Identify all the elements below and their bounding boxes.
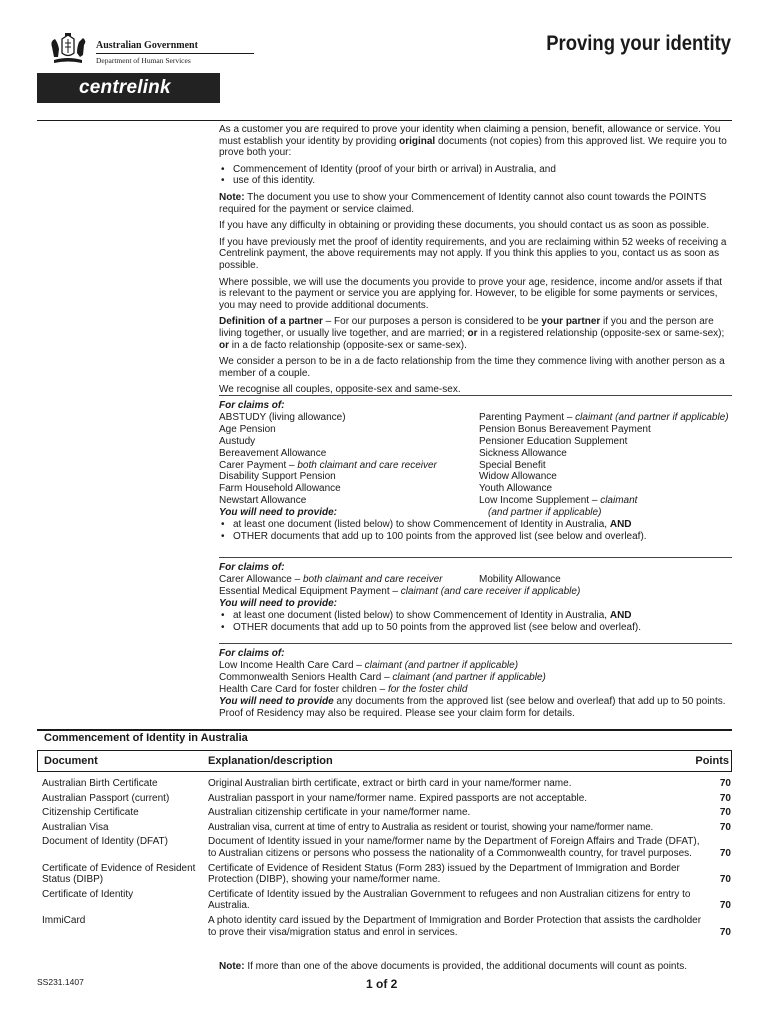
list-item: • use of this identity.: [219, 175, 732, 187]
department-name: Department of Human Services: [96, 56, 191, 65]
section-divider: [37, 729, 732, 731]
centrelink-brand: centrelink: [37, 73, 220, 103]
claims-heading: For claims of:: [219, 400, 285, 411]
defacto-paragraph: We consider a person to be in a de facto relationship from the time they commence living with another person as a member of a couple.: [219, 356, 725, 379]
provide-bullets: [219, 519, 732, 543]
claims-group-50-points: [219, 562, 732, 633]
list-item: • at least one document (listed below) to show Commencement of Identity in Australia, AND: [219, 610, 732, 622]
previous-paragraph: If you have previously met the proof of identity requirements, and you are reclaiming within 52 weeks of receiving a Centrelink payment, the above requirements may not apply. If you think this applies to you, contact us as soon as possible.: [219, 236, 727, 271]
table-row: Australian Passport (current) Australian passport in your name/former name. Expired passports are not acceptable. 70: [42, 792, 731, 804]
government-logo: [48, 33, 218, 69]
government-name: Australian Government: [96, 40, 198, 51]
provide-heading: You will need to provide:: [219, 597, 337, 609]
section-divider: [219, 643, 732, 644]
list-item: Carer Payment – both claimant and care receiver: [219, 459, 437, 471]
list-item: Austudy: [219, 435, 256, 447]
list-item: Sickness Allowance: [479, 447, 567, 459]
claims-heading: For claims of:: [219, 648, 285, 659]
section-divider: [219, 557, 732, 558]
list-item: Youth Allowance: [479, 483, 553, 495]
claims-heading: For claims of:: [219, 562, 285, 573]
provide-heading: You will need to provide:: [219, 507, 337, 519]
list-item: Parenting Payment – claimant (and partner if applicable): [479, 411, 729, 423]
provide-line: You will need to provide any documents from the approved list (see below and overleaf) that add up to 50 points.: [219, 695, 726, 707]
difficulty-paragraph: If you have any difficulty in obtaining or providing these documents, you should contact us as soon as possible.: [219, 220, 710, 232]
list-item: Essential Medical Equipment Payment – claimant (and care receiver if applicable): [219, 585, 581, 597]
list-item: Pension Bonus Bereavement Payment: [479, 423, 651, 435]
list-item: Disability Support Pension: [219, 471, 336, 483]
form-code: SS231.1407: [37, 977, 84, 987]
list-item: Farm Household Allowance: [219, 483, 341, 495]
list-item: • Commencement of Identity (proof of your birth or arrival) in Australia, and: [219, 164, 732, 176]
list-item: Low Income Supplement – claimant: [479, 495, 638, 507]
partner-definition: Definition of a partner – For our purposes a person is considered to be your partner if you and the person are living together, or usually live together, and are married; or in a registered relationship (opposite-sex or same-sex); or in a de facto relationship (opposite-sex or same-sex).: [219, 316, 725, 351]
logo-divider: [96, 53, 254, 54]
table-row: Australian Birth Certificate Original Australian birth certificate, extract or birth card in your name/former name. 70: [42, 778, 731, 789]
column-header-points: Points: [695, 755, 729, 767]
list-item: ABSTUDY (living allowance): [219, 411, 346, 423]
column-header-explanation: Explanation/description: [208, 755, 333, 767]
table-row: Document of Identity (DFAT) Document of Identity issued in your name/former name by the Department of Foreign Affairs and Trade (DFAT), to Australian citizens or persons who possess the nationality of a Commonwealth country, for travel purposes. 70: [42, 836, 731, 859]
table-row: ImmiCard A photo identity card issued by the Department of Immigration and Border Protection that assists the cardholder to prove their visa/migration status and enrol in services. 70: [42, 914, 731, 938]
list-item: Commonwealth Seniors Health Card – claimant (and partner if applicable): [219, 671, 546, 683]
list-item-continuation: (and partner if applicable): [488, 507, 602, 519]
table-header: [37, 750, 732, 772]
couples-paragraph: We recognise all couples, opposite-sex and same-sex.: [219, 384, 461, 396]
section-divider: [219, 395, 732, 396]
list-item: Pensioner Education Supplement: [479, 435, 628, 447]
claims-group-health-cards: [219, 648, 732, 719]
claims-group-100-points: [219, 400, 732, 543]
documents-paragraph: Where possible, we will use the documents you provide to prove your age, residence, income and/or assets if that is relevant to the payment or service you are applying for. However, to be eligible for some payments or services, you may need to provide additional documents.: [219, 276, 723, 311]
provide-bullets: [219, 610, 732, 634]
page-number: 1 of 2: [366, 977, 398, 991]
list-item: Newstart Allowance: [219, 495, 307, 507]
header-divider: [37, 120, 732, 121]
list-item: Bereavement Allowance: [219, 447, 327, 459]
list-item: Low Income Health Care Card – claimant (and partner if applicable): [219, 659, 519, 671]
table-row: Certificate of Identity Certificate of Identity issued by the Australian Government to refugees and non Australian citizens for entry to Australia. 70: [42, 888, 731, 912]
list-item: Carer Allowance – both claimant and care receiver: [219, 573, 443, 585]
coat-of-arms-icon: [48, 33, 88, 67]
residency-note: Proof of Residency may also be required. Please see your claim form for details.: [219, 707, 575, 719]
list-item: • OTHER documents that add up to 50 points from the approved list (see below and overleaf).: [219, 622, 732, 634]
list-item: Mobility Allowance: [479, 573, 561, 585]
table-note: Note: If more than one of the above documents is provided, the additional documents will count as points.: [219, 961, 688, 972]
claims-left-list: [219, 412, 479, 507]
commencement-table: [37, 778, 732, 938]
list-item: Health Care Card for foster children – for the foster child: [219, 683, 468, 695]
page-title: Proving your identity: [546, 32, 731, 55]
list-item: Special Benefit: [479, 459, 546, 471]
list-item: • OTHER documents that add up to 100 points from the approved list (see below and overleaf).: [219, 531, 732, 543]
table-row: Australian Visa Australian visa, current at time of entry to Australia as resident or tourist, showing your name/former name. 70: [42, 821, 731, 833]
list-item: Widow Allowance: [479, 471, 557, 483]
intro-bullets: [219, 164, 732, 187]
intro-paragraph: As a customer you are required to prove your identity when claiming a pension, benefit, allowance or service. You must establish your identity by providing original documents (not copies) from this approved list. We require you to prove both your:: [219, 124, 727, 159]
column-header-document: Document: [44, 755, 98, 767]
list-item: • at least one document (listed below) to show Commencement of Identity in Australia, AND: [219, 519, 732, 531]
table-row: Citizenship Certificate Australian citizenship certificate in your name/former name. 70: [42, 807, 731, 819]
commencement-title: Commencement of Identity in Australia: [44, 732, 248, 744]
table-row: Certificate of Evidence of Resident Status (DIBP) Certificate of Evidence of Resident Status (Form 283) issued by the Department of Immigration and Border Protection (DIBP), showing your name/former name. 70: [42, 862, 731, 886]
note-paragraph: Note: The document you use to show your Commencement of Identity cannot also count towards the POINTS required for the payment or service claimed.: [219, 191, 707, 215]
list-item: Age Pension: [219, 423, 276, 435]
intro-section: [219, 124, 732, 401]
claims-right-list: [479, 412, 739, 507]
